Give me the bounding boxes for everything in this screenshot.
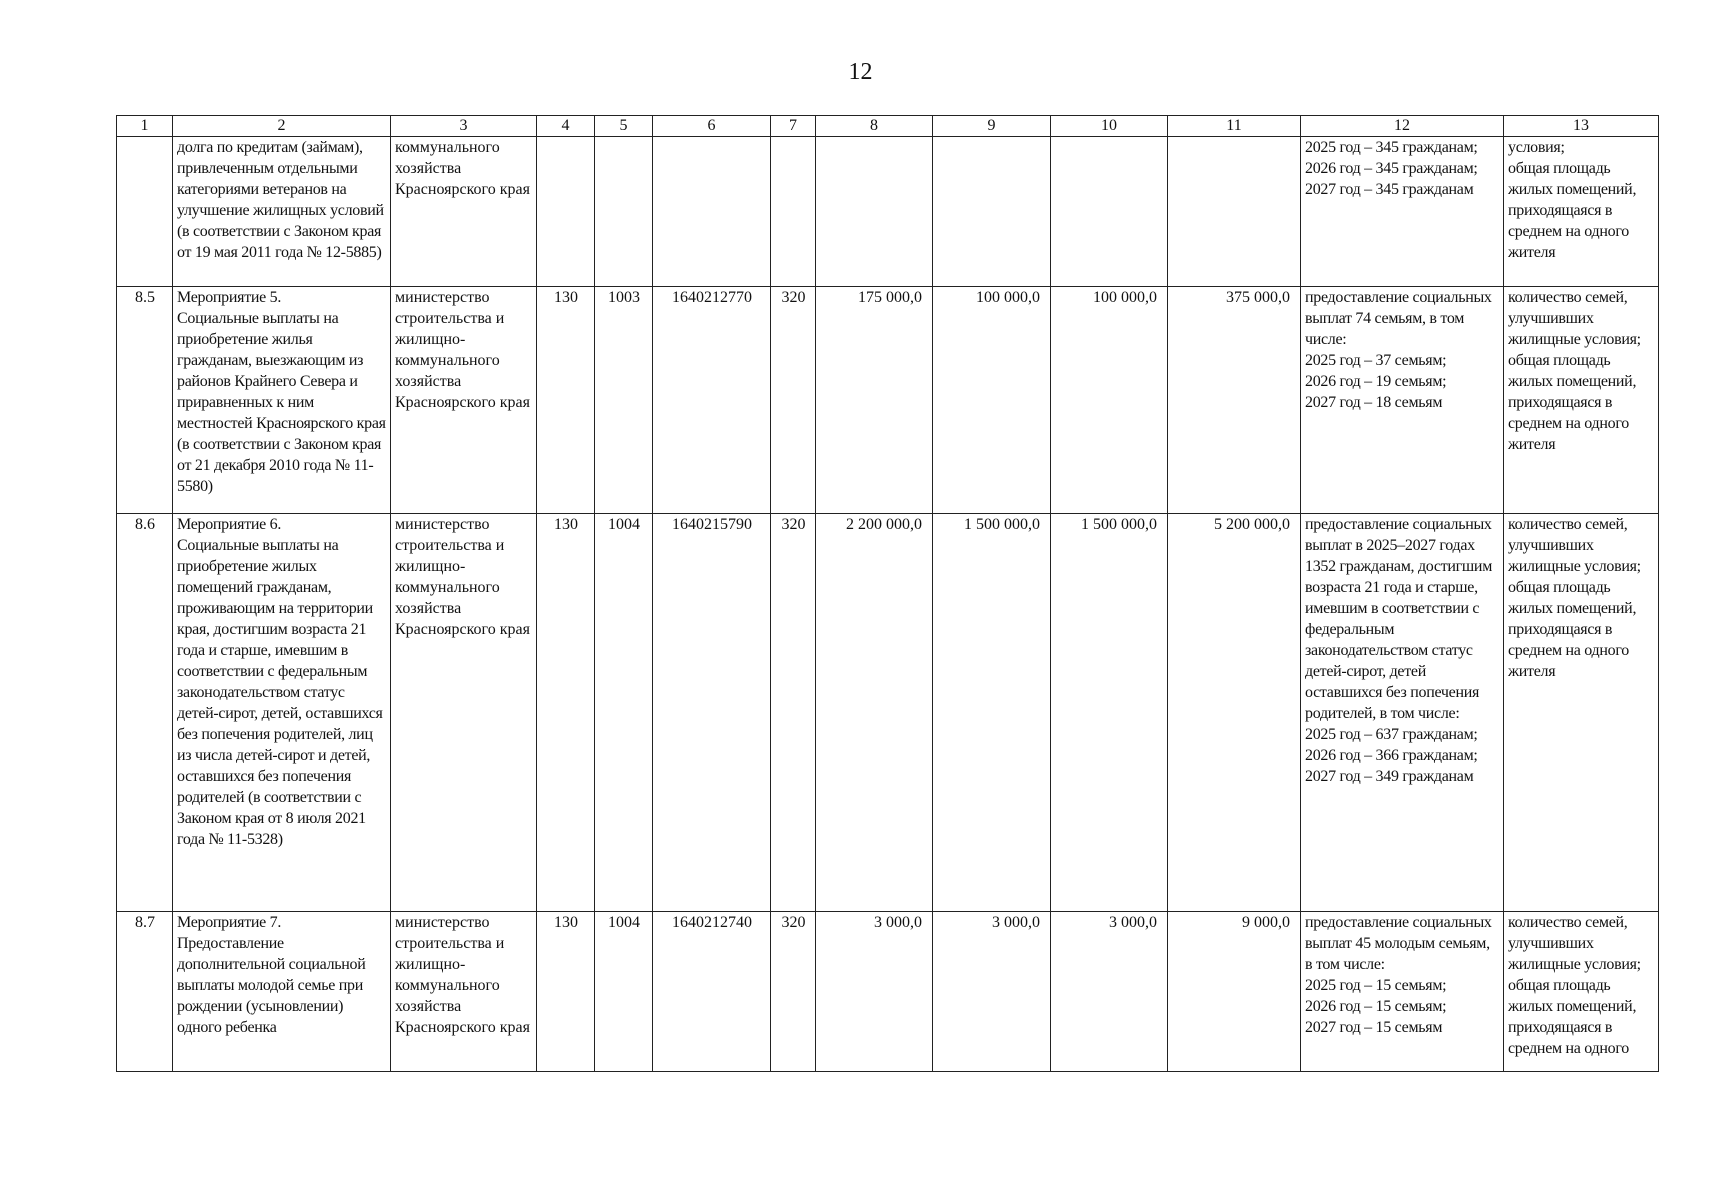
vr-code: 320	[771, 514, 816, 912]
column-header: 8	[816, 116, 933, 137]
amount-2026: 3 000,0	[933, 912, 1051, 1072]
rzpr-code: 1004	[595, 514, 653, 912]
row-index: 8.7	[117, 912, 173, 1072]
amount-2026: 100 000,0	[933, 287, 1051, 514]
activity-name: Мероприятие 7. Предоставление дополнительной социальной выплаты молодой семье при рождении (усыновлении) одного ребенка	[173, 912, 391, 1072]
amount-total: 375 000,0	[1168, 287, 1301, 514]
expected-result: предоставление социальных выплат 45 молодым семьям, в том числе: 2025 год – 15 семьям; 2026 год – 15 семьям; 2027 год – 15 семьям	[1301, 912, 1504, 1072]
amount-2026	[933, 137, 1051, 287]
amount-2027	[1051, 137, 1168, 287]
column-header: 4	[537, 116, 595, 137]
amount-2027: 100 000,0	[1051, 287, 1168, 514]
rzpr-code: 1004	[595, 912, 653, 1072]
grbs-code: 130	[537, 912, 595, 1072]
grbs-code: 130	[537, 514, 595, 912]
target-indicator: условия; общая площадь жилых помещений, приходящаяся в среднем на одного жителя	[1504, 137, 1659, 287]
row-index: 8.5	[117, 287, 173, 514]
table-row	[117, 137, 1659, 287]
column-header: 1	[117, 116, 173, 137]
column-header: 2	[173, 116, 391, 137]
amount-2025: 175 000,0	[816, 287, 933, 514]
amount-total	[1168, 137, 1301, 287]
target-indicator: количество семей, улучшивших жилищные условия; общая площадь жилых помещений, приходящаяся в среднем на одного жителя	[1504, 514, 1659, 912]
vr-code	[771, 137, 816, 287]
vr-code: 320	[771, 287, 816, 514]
table-row	[117, 287, 1659, 514]
column-header: 6	[653, 116, 771, 137]
grbs-code: 130	[537, 287, 595, 514]
amount-2025: 2 200 000,0	[816, 514, 933, 912]
amount-2027: 1 500 000,0	[1051, 514, 1168, 912]
column-header: 5	[595, 116, 653, 137]
csr-code	[653, 137, 771, 287]
amount-2026: 1 500 000,0	[933, 514, 1051, 912]
amount-total: 5 200 000,0	[1168, 514, 1301, 912]
page-number: 12	[848, 59, 873, 85]
rzpr-code: 1003	[595, 287, 653, 514]
column-header: 12	[1301, 116, 1504, 137]
expected-result: предоставление социальных выплат 74 семьям, в том числе: 2025 год – 37 семьям; 2026 год – 19 семьям; 2027 год – 18 семьям	[1301, 287, 1504, 514]
program-activities-table	[116, 115, 1659, 1072]
activity-name: долга по кредитам (займам), привлеченным отдельными категориями ветеранов на улучшение жилищных условий (в соответствии с Законом края от 19 мая 2011 года № 12-5885)	[173, 137, 391, 287]
row-index: 8.6	[117, 514, 173, 912]
column-header: 10	[1051, 116, 1168, 137]
csr-code: 1640215790	[653, 514, 771, 912]
column-header: 13	[1504, 116, 1659, 137]
column-header: 3	[391, 116, 537, 137]
responsible-executor: министерство строительства и жилищно-коммунального хозяйства Красноярского края	[391, 287, 537, 514]
amount-2027: 3 000,0	[1051, 912, 1168, 1072]
vr-code: 320	[771, 912, 816, 1072]
activity-name: Мероприятие 5. Социальные выплаты на приобретение жилья гражданам, выезжающим из районов Крайнего Севера и приравненных к ним местностей Красноярского края (в соответствии с Законом края от 21 декабря 2010 года № 11-5580)	[173, 287, 391, 514]
column-number-row	[117, 116, 1659, 137]
csr-code: 1640212770	[653, 287, 771, 514]
activity-name: Мероприятие 6. Социальные выплаты на приобретение жилых помещений гражданам, проживающим на территории края, достигшим возраста 21 года и старше, имевшим в соответствии с федеральным законодательством статус детей-сирот, детей, оставшихся без попечения родителей, лиц из числа детей-сирот и детей, оставшихся без попечения родителей (в соответствии с Законом края от 8 июля 2021 года № 11-5328)	[173, 514, 391, 912]
expected-result: 2025 год – 345 гражданам; 2026 год – 345 гражданам; 2027 год – 345 гражданам	[1301, 137, 1504, 287]
amount-total: 9 000,0	[1168, 912, 1301, 1072]
rzpr-code	[595, 137, 653, 287]
amount-2025	[816, 137, 933, 287]
amount-2025: 3 000,0	[816, 912, 933, 1072]
target-indicator: количество семей, улучшивших жилищные условия; общая площадь жилых помещений, приходящаяся в среднем на одного	[1504, 912, 1659, 1072]
column-header: 7	[771, 116, 816, 137]
responsible-executor: министерство строительства и жилищно-коммунального хозяйства Красноярского края	[391, 514, 537, 912]
table-row	[117, 912, 1659, 1072]
table-row	[117, 514, 1659, 912]
responsible-executor: министерство строительства и жилищно-коммунального хозяйства Красноярского края	[391, 912, 537, 1072]
grbs-code	[537, 137, 595, 287]
responsible-executor: коммунального хозяйства Красноярского края	[391, 137, 537, 287]
column-header: 11	[1168, 116, 1301, 137]
target-indicator: количество семей, улучшивших жилищные условия; общая площадь жилых помещений, приходящаяся в среднем на одного жителя	[1504, 287, 1659, 514]
expected-result: предоставление социальных выплат в 2025–2027 годах 1352 гражданам, достигшим возраста 21 года и старше, имевшим в соответствии с федеральным законодательством статус детей-сирот, детей оставшихся без попечения родителей, в том числе: 2025 год – 637 гражданам; 2026 год – 366 гражданам; 2027 год – 349 гражданам	[1301, 514, 1504, 912]
csr-code: 1640212740	[653, 912, 771, 1072]
row-index	[117, 137, 173, 287]
column-header: 9	[933, 116, 1051, 137]
